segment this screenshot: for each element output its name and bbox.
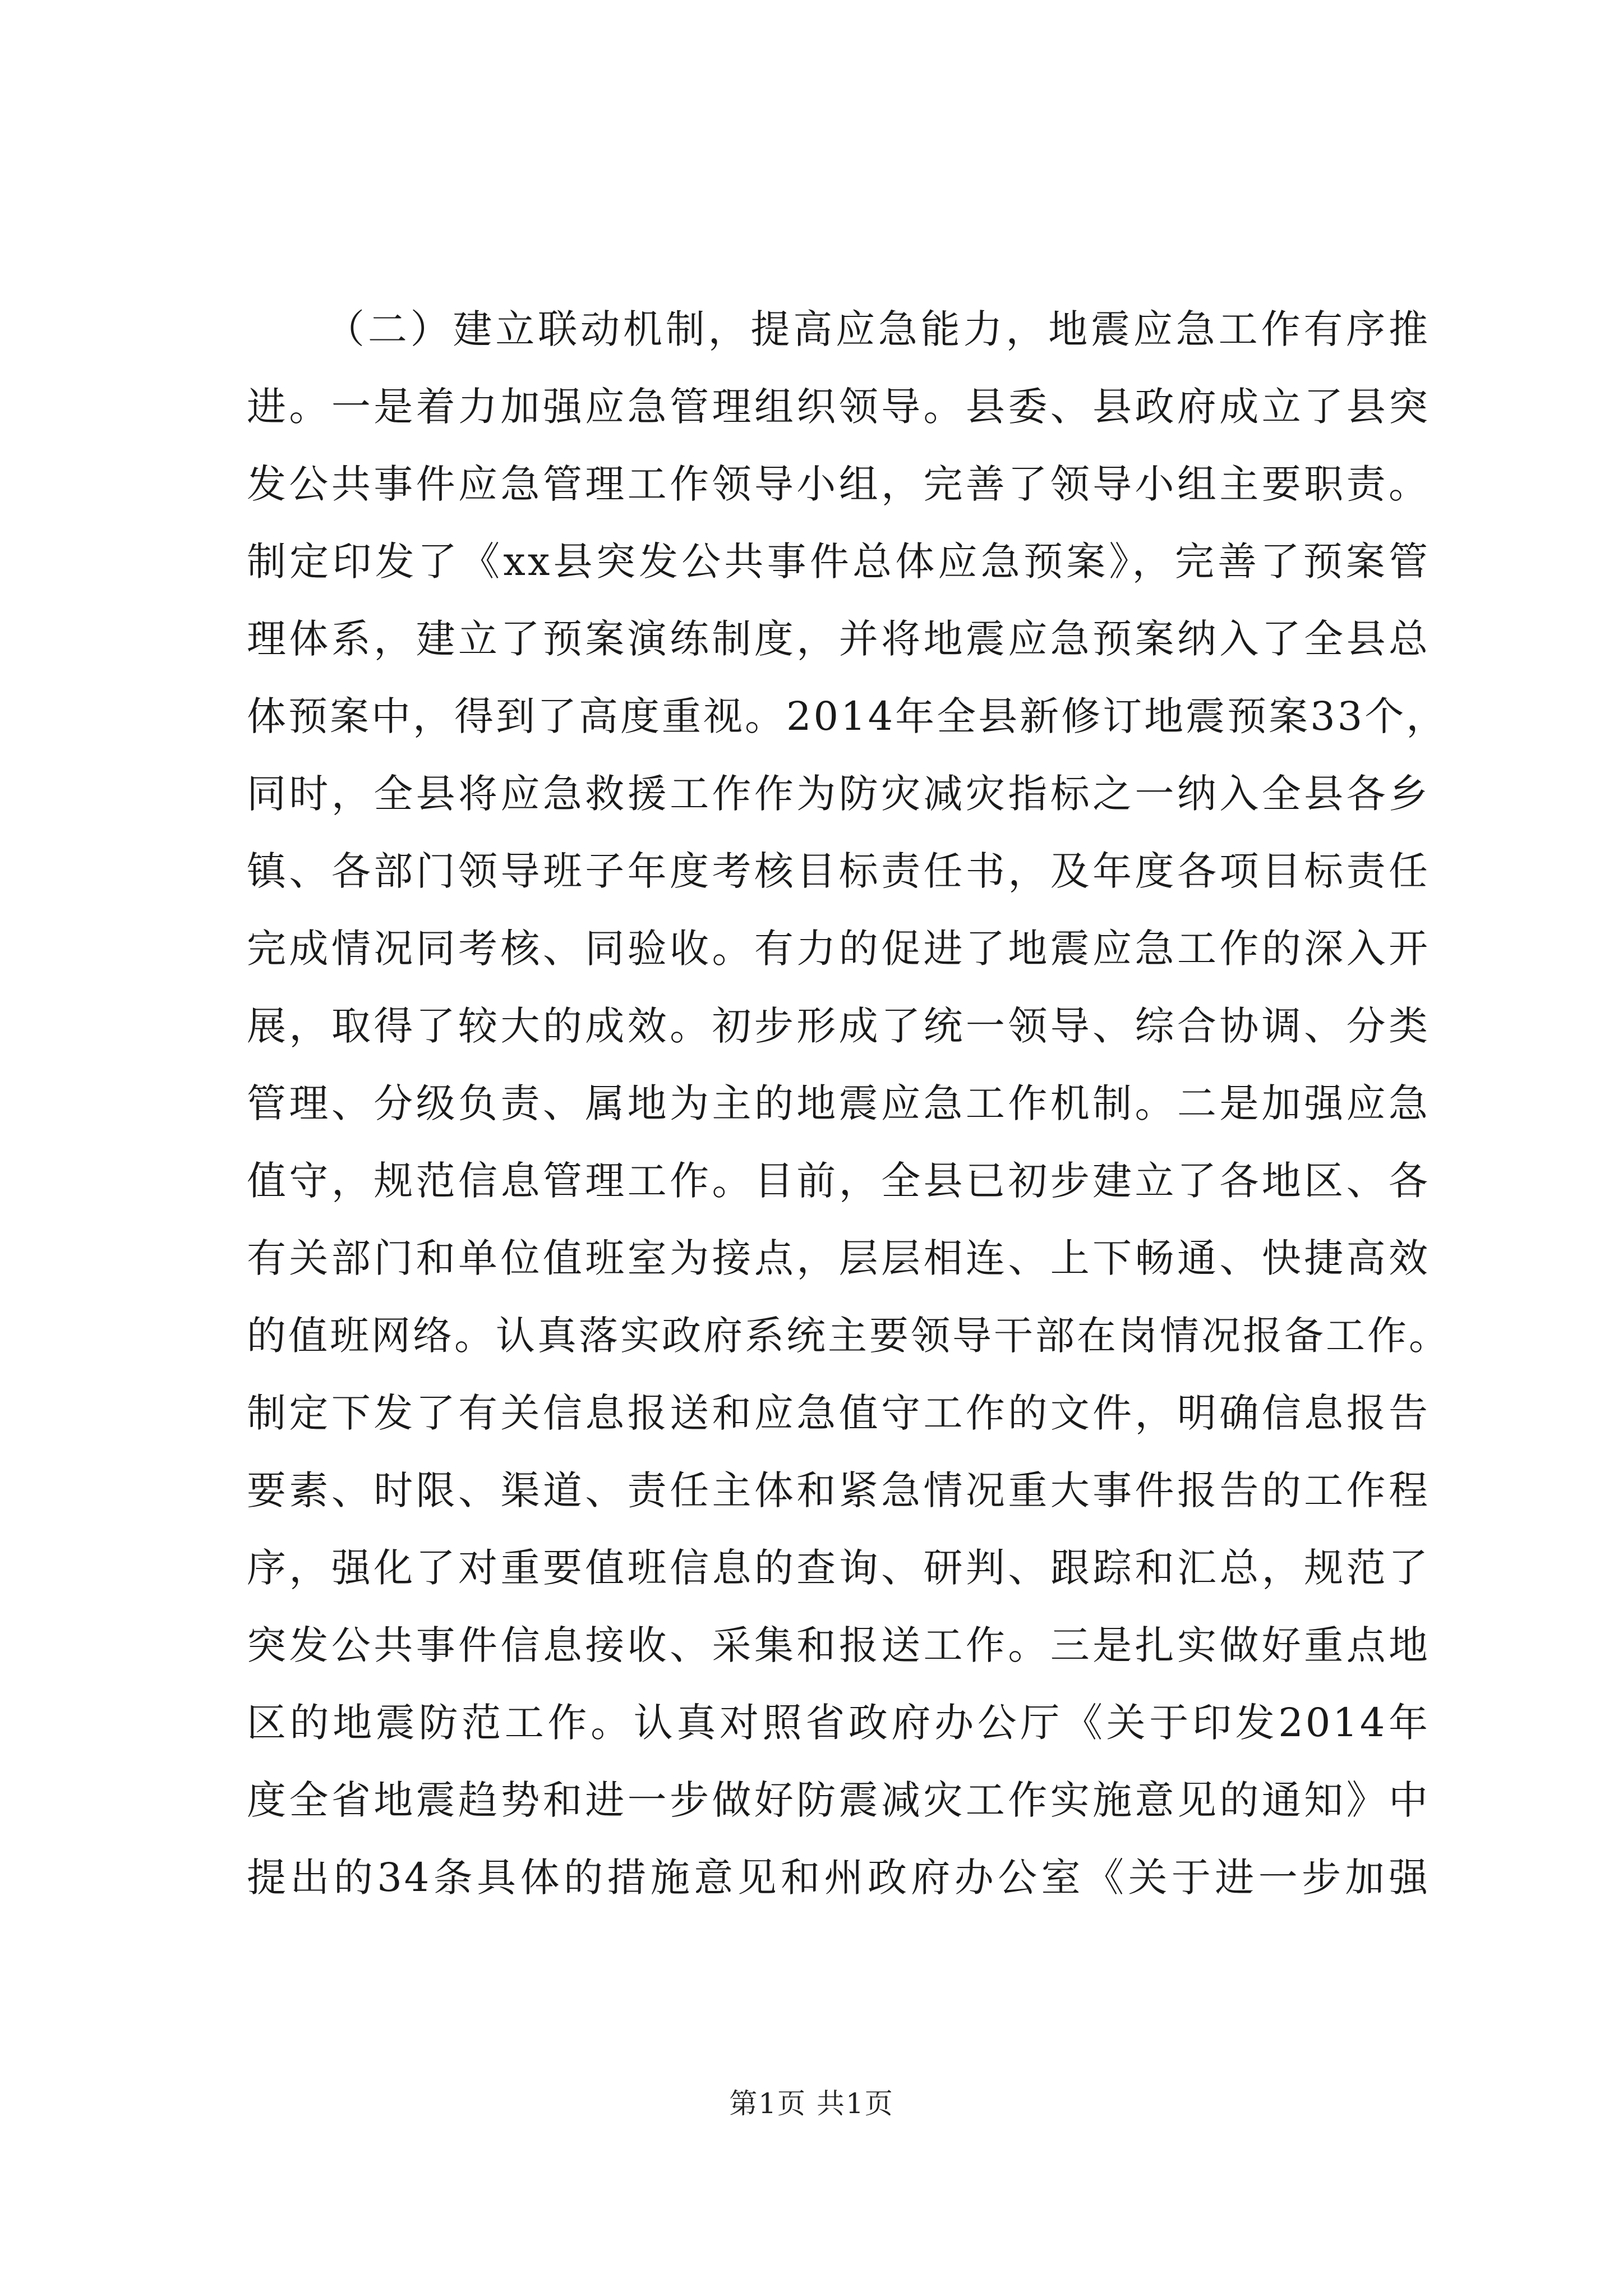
paragraph-line: （二）建立联动机制，提高应急能力，地震应急工作有序推 (325, 306, 1430, 352)
paragraph-line: 镇、各部门领导班子年度考核目标责任书，及年度各项目标责任 (247, 848, 1430, 894)
paragraph-line: 序，强化了对重要值班信息的查询、研判、跟踪和汇总，规范了 (247, 1545, 1430, 1591)
paragraph-line: 要素、时限、渠道、责任主体和紧急情况重大事件报告的工作程 (247, 1467, 1430, 1513)
paragraph-line: 完成情况同考核、同验收。有力的促进了地震应急工作的深入开 (247, 926, 1430, 972)
paragraph-line: 度全省地震趋势和进一步做好防震减灾工作实施意见的通知》中 (247, 1777, 1430, 1823)
paragraph-line: 理体系，建立了预案演练制度，并将地震应急预案纳入了全县总 (247, 616, 1430, 662)
paragraph-line: 同时，全县将应急救援工作作为防灾减灾指标之一纳入全县各乡 (247, 771, 1430, 817)
page-number-footer: 第1页 共1页 (729, 2087, 894, 2120)
paragraph-line: 区的地震防范工作。认真对照省政府办公厅《关于印发2014年 (247, 1700, 1430, 1746)
paragraph-line: 管理、分级负责、属地为主的地震应急工作机制。二是加强应急 (247, 1080, 1430, 1126)
paragraph-line: 突发公共事件信息接收、采集和报送工作。三是扎实做好重点地 (247, 1622, 1430, 1668)
paragraph-line: 有关部门和单位值班室为接点，层层相连、上下畅通、快捷高效 (247, 1235, 1430, 1281)
paragraph-line: 进。一是着力加强应急管理组织领导。县委、县政府成立了县突 (247, 384, 1430, 430)
paragraph-line: 值守，规范信息管理工作。目前，全县已初步建立了各地区、各 (247, 1158, 1430, 1204)
paragraph-line: 提出的34条具体的措施意见和州政府办公室《关于进一步加强 (247, 1855, 1430, 1901)
body-paragraph (247, 291, 1450, 1916)
paragraph-line: 发公共事件应急管理工作领导小组，完善了领导小组主要职责。 (247, 461, 1430, 507)
paragraph-line: 体预案中，得到了高度重视。2014年全县新修订地震预案33个， (247, 693, 1448, 739)
paragraph-line: 制定印发了《xx县突发公共事件总体应急预案》，完善了预案管 (247, 539, 1430, 585)
paragraph-line: 的值班网络。认真落实政府系统主要领导干部在岗情况报备工作。 (247, 1313, 1450, 1359)
paragraph-line: 制定下发了有关信息报送和应急值守工作的文件，明确信息报告 (247, 1390, 1430, 1436)
paragraph-line: 展，取得了较大的成效。初步形成了统一领导、综合协调、分类 (247, 1003, 1430, 1049)
